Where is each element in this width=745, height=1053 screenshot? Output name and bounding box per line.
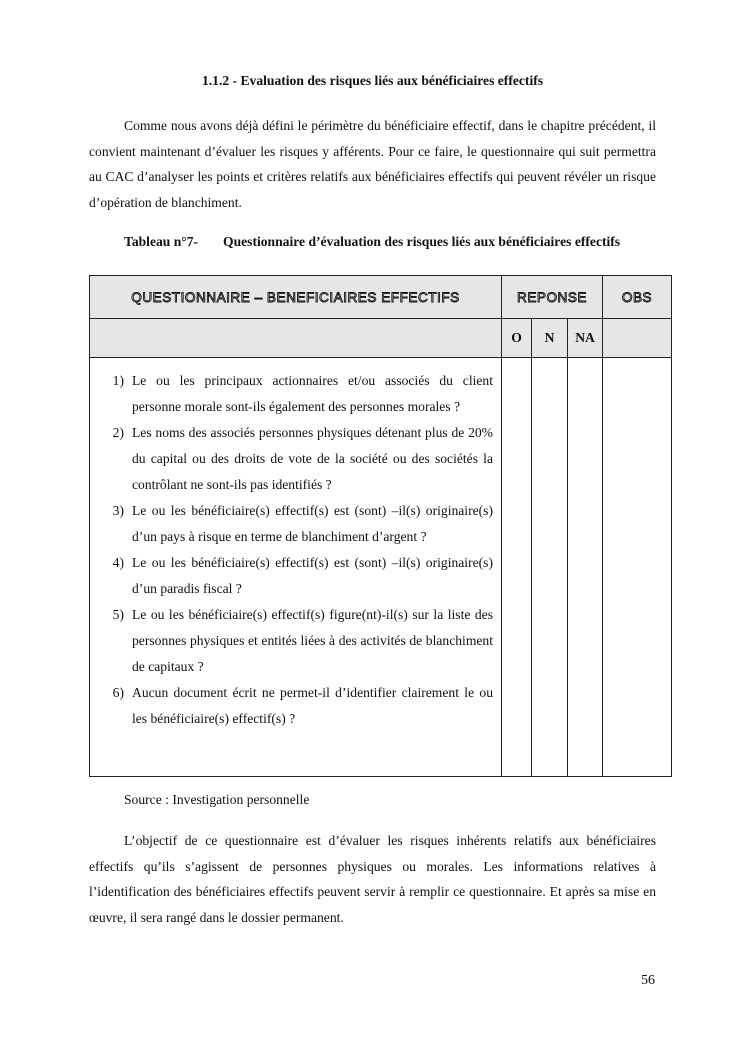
table-body-row [90,358,672,777]
table-caption-title: Questionnaire d’évaluation des risques liés aux bénéficiaires effectifs [223,234,621,249]
page-number: 56 [641,973,655,988]
question-list [90,368,501,732]
question-text: Le ou les bénéficiaire(s) effectif(s) est (sont) –il(s) originaire(s) d’un paradis fiscal ? [132,555,493,596]
question-text: Le ou les bénéficiaire(s) effectif(s) est (sont) –il(s) originaire(s) d’un pays à risque en terme de blanchiment d’argent ? [132,503,493,544]
question-number: 6) [112,685,124,700]
question-number: 2) [112,425,124,440]
answer-col-na: NA [568,319,603,358]
header-reponse: REPONSE [502,276,603,319]
question-number: 3) [112,503,124,518]
table-header-row [90,276,672,319]
table-subheader-row [90,319,672,358]
question-item [90,602,493,680]
observation-cell[interactable] [603,358,672,777]
question-number: 5) [112,607,124,622]
question-item [90,498,493,550]
header-questionnaire: QUESTIONNAIRE – BENEFICIAIRES EFFECTIFS [90,276,502,319]
question-text: Le ou les bénéficiaire(s) effectif(s) figure(nt)-il(s) sur la liste des personnes physiques et entités liées à des activités de blanchiment de capitaux ? [132,607,493,674]
question-text: Le ou les principaux actionnaires et/ou associés du client personne morale sont-ils également des personnes morales ? [132,373,493,414]
answer-na-cell[interactable] [568,358,603,777]
header-obs: OBS [603,276,672,319]
question-number: 1) [112,373,124,388]
answer-n-cell[interactable] [532,358,568,777]
table-caption [124,234,620,250]
closing-paragraph: L’objectif de ce questionnaire est d’évaluer les risques inhérents relatifs aux bénéficiaires effectifs qu’ils s’agissent de personnes physiques ou morales. Les informations relatives à l’identification des bénéficiaires effectifs peuvent servir à remplir ce questionnaire. Et après sa mise en œuvre, il sera rangé dans le dossier permanent. [89,833,656,925]
question-item [90,550,493,602]
question-item [90,680,493,732]
subheader-obs-cell [603,319,672,358]
answer-col-o: O [502,319,532,358]
questions-cell [90,358,502,777]
question-number: 4) [112,555,124,570]
subheader-empty-cell [90,319,502,358]
questionnaire-table [89,275,672,777]
answer-o-cell[interactable] [502,358,532,777]
question-item [90,368,493,420]
question-text: Les noms des associés personnes physiques détenant plus de 20% du capital ou des droits de vote de la société ou des sociétés la contrôlant ne sont-ils pas identifiés ? [132,425,493,492]
intro-paragraph: Comme nous avons déjà défini le périmètre du bénéficiaire effectif, dans le chapitre précédent, il convient maintenant d’évaluer les risques y afférents. Pour ce faire, le questionnaire qui suit permettra au CAC d’analyser les points et critères relatifs aux bénéficiaires effectifs qui peuvent révéler un risque d’opération de blanchiment. [89,118,656,210]
section-heading: 1.1.2 - Evaluation des risques liés aux bénéficiaires effectifs [201,73,544,88]
answer-col-n: N [532,319,568,358]
table-caption-number: Tableau n°7- [124,234,199,249]
source-note: Source : Investigation personnelle [124,792,310,807]
question-item [90,420,493,498]
question-text: Aucun document écrit ne permet-il d’identifier clairement le ou les bénéficiaire(s) effectif(s) ? [132,685,493,726]
